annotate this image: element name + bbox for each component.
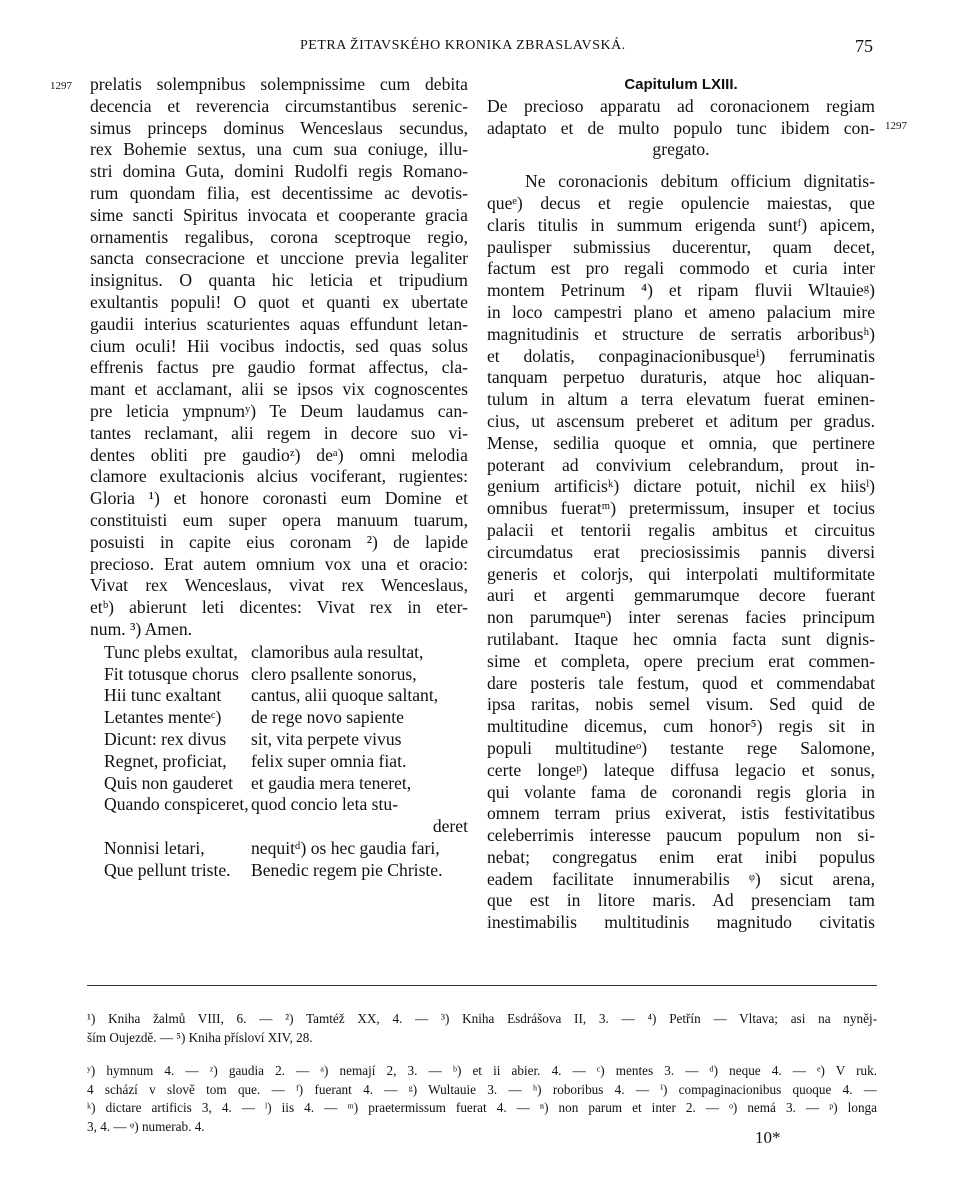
verse-second-half: clero psallente sonorus, [251,663,417,684]
text-line: multitudine dicemus, cum honor⁵) regis sit in [487,716,875,737]
verse-line [90,707,468,729]
footnotes-variants [87,1062,877,1136]
verse-line [90,685,468,707]
text-line: queᵉ) decus et regie opulencie maiestas, que [487,192,875,213]
footnotes-sources [87,1010,877,1047]
verse-second-half: nequitᵈ) os hec gaudia fari, [251,837,440,858]
text-line: rex Bohemie sextus, una cum sua coniuge, illu- [90,139,468,160]
text-line: claris titulis in summum erigenda suntᶠ) apicem, [487,214,875,235]
text-line: dare posteris tale festum, quod et commendabat [487,672,875,693]
text-line: insignitus. O quanta hic leticia et tripudium [90,270,468,291]
text-line: certe longeᵖ) lateque diffusa legacio et sonus, [487,759,875,780]
verse-first-half: Que pellunt triste. [104,859,231,880]
verse-line [90,773,468,795]
chapter-heading: Capitulum LXIII. [624,76,738,93]
margin-year-right: 1297 [885,120,907,132]
text-line: non parumqueⁿ) inter serenas facies principum [487,607,875,628]
verse-first-half: Letantes menteᶜ) [104,707,222,728]
verse-second-half: Benedic regem pie Christe. [251,859,443,880]
text-line: dentes obliti pre gaudioᶻ) deᵃ) omni melodia [90,444,468,465]
verse-runover: deret [432,816,468,837]
text-line: Ne coronacionis debitum officium dignitatis- [525,171,875,192]
text-line: sancta consecracione et unccione previa legaliter [90,248,468,269]
text-line: inestimabilis multitudinis magnitudo civitatis [487,912,875,933]
text-line: poterant ad convivium celebrandum, prout in- [487,454,875,475]
margin-year-left: 1297 [50,80,72,92]
text-line: decencia et reverencia circumstantibus sereniс- [90,95,468,116]
text-line: tantes reclamant, alii regem in decore suo vi- [90,422,468,443]
text-line: ornamentis regalibus, corona sceptroque regio, [90,226,468,247]
text-line: omnibus fueratᵐ) pretermissum, insuper et tocius [487,498,875,519]
text-line: celeberrimis interesse paucum populum non si- [487,825,875,846]
verse-second-half: cantus, alii quoque saltant, [251,685,439,706]
right-column [487,74,875,934]
text-line: generis et colorjs, qui interpolati multiformitate [487,563,875,584]
verse-second-half: felix super omnia fiat. [251,750,407,771]
text-line: prelatis solempnibus solempnissime cum debita [90,74,468,94]
verse-line [90,794,468,816]
verse-second-half: sit, vita perpete vivus [251,728,402,749]
verse-first-half: Fit totusque chorus [104,663,239,684]
text-line: eadem facilitate innumerabilis ᵠ) sicut arena, [487,868,875,889]
chapter-subtitle-line: gregato. [652,139,710,160]
verse-second-half: et gaudia mera teneret, [251,772,412,793]
text-line: tulum in altum a terra elevatum fuerat eminen- [487,389,875,410]
text-line: et dolatis, conpaginacionibusqueⁱ) ferruminatis [487,345,875,366]
verse-line [90,729,468,751]
text-line: sime sancti Spiritus invocata et cooperante gracia [90,204,468,225]
verse-first-half: Quando conspiceret, [104,794,249,815]
text-line: stri domina Guta, domini Rudolfi regis Romano- [90,161,468,182]
verse-line [90,860,468,882]
footnote-line: ᵏ) dictare artificis 3, 4. — ˡ) iis 4. — ᵐ) praetermissum fuerat 4. — ⁿ) non parum et inter 2. — ᵒ) nemá 3. — ᵖ) longa [87,1100,877,1115]
text-line: mant et acclamant, alii se ipsos vix cognoscentes [90,379,468,400]
text-line: Gloria ¹) et honore coronasti eum Domine et [90,488,468,509]
text-line: sime et completa, opere precium erat commen- [487,650,875,671]
verse-first-half: Tunc plebs exultat, [104,641,238,662]
chapter-subtitle-line: De precioso apparatu ad coronacionem regiam [487,95,875,116]
verse-first-half: Regnet, proficiat, [104,750,227,771]
running-title: PETRA ŽITAVSKÉHO KRONIKA ZBRASLAVSKÁ. [300,38,626,53]
text-line: paulisper submissius ducerentur, quam decet, [487,236,875,257]
text-line: num. ³) Amen. [90,618,193,639]
left-column [90,74,468,881]
verse-second-half: clamoribus aula resultat, [251,641,424,662]
verse-first-half: Quis non gauderet [104,772,233,793]
verse-first-half: Hii tunc exaltant [104,685,222,706]
text-line: cius, ut ascensum preberet et aditum per gradus. [487,410,875,431]
footnote-rule [87,985,877,986]
verse-second-half: de rege novo sapiente [251,707,404,728]
text-line: gaudii interius scaturientes aquas effundunt letan- [90,313,468,334]
text-line: circumdatus erat preciosissimis pannis diversi [487,541,875,562]
verse-line [90,642,468,664]
verse-second-half: quod concio leta stu- [251,794,399,815]
verse-block [90,642,468,882]
text-line: magnitudinis et structure de serratis arboribusʰ) [487,323,875,344]
verse-first-half: Nonnisi letari, [104,837,205,858]
text-line: omnem terram prius exiverat, istis festivitatibus [487,803,875,824]
text-line: pre leticia ympnumʸ) Te Deum laudamus can- [90,400,468,421]
text-line: qui volante fama de coronandi regis gloria in [487,781,875,802]
text-line: effrenis factus pre gaudio format affectus, cla- [90,357,468,378]
verse-line [90,664,468,686]
footnote-line: ʸ) hymnum 4. — ᶻ) gaudia 2. — ᵃ) nemají 2, 3. — ᵇ) et ii abier. 4. — ᶜ) mentes 3. — ᵈ) neque 4. — ᵉ) V ruk. [87,1063,877,1078]
text-line: precioso. Erat autem omnium vox una et oracio: [90,553,468,574]
text-line: simus princeps dominus Wenceslaus secundus, [90,117,468,138]
text-line: populi multitudineᵒ) testante rege Salomone, [487,737,875,758]
verse-first-half: Dicunt: rex divus [104,728,227,749]
text-line: in loco campestri plano et ameno palacium mire [487,301,875,322]
verse-line [90,816,468,838]
text-line: rutilabant. Itaque hec omnia facta sunt dignis- [487,628,875,649]
footnote-line: ¹) Kniha žalmů VIII, 6. — ²) Tamtéž XX, 4. — ³) Kniha Esdrášova II, 3. — ⁴) Petřín — Vltava; asi na nyněj- [87,1011,877,1026]
verse-line [90,751,468,773]
verse-line [90,838,468,860]
text-line: palacii et tentorii regalis ambitus et circuitus [487,519,875,540]
text-line: genium artificisᵏ) dictare potuit, nichil ex hiisˡ) [487,476,875,497]
text-line: auri et argenti gemmarumque decore fuerant [487,585,875,606]
text-line: etᵇ) abierunt leti dicentes: Vivat rex in eter- [90,597,468,618]
footnote-line: 3, 4. — ᵠ) numerab. 4. [87,1118,205,1134]
text-line: nebat; congregatus enim erat inibi populus [487,846,875,867]
page-number: 75 [855,36,873,56]
text-line: posuisti in capite eius coronam ²) de lapide [90,531,468,552]
text-line: ipsa raritas, nobis semel visum. Sed quid de [487,694,875,715]
text-line: que est in litore maris. Ad presenciam tam [487,890,875,911]
text-line: Mense, sedilia quoque et omnia, que pertinere [487,432,875,453]
text-line: tanquam perpetuo duraturis, atque hoc aliquan- [487,367,875,388]
text-line: factum est pro regali commodo et curia inter [487,258,875,279]
chapter-subtitle-line: adaptato et de multo populo tunc ibidem con- [487,117,875,138]
footnote-line: ším Oujezdě. — ⁵) Kniha přísloví XIV, 28. [87,1029,313,1045]
footnote-line: 4 schází v slově tom que. — ᶠ) fuerant 4. — ᵍ) Wultauie 3. — ʰ) roboribus 4. — ⁱ) compaginacionibus quoque 4. — [87,1081,877,1097]
text-line: exultantis populi! O quot et quanti ex ubertate [90,291,468,312]
text-line: montem Petrinum ⁴) et ripam fluvii Wltauieᵍ) [487,280,875,301]
signature-mark: 10* [755,1128,781,1147]
text-line: Vivat rex Wenceslaus, vivat rex Wenceslaus, [90,575,468,596]
text-line: cium oculi! Hii vocibus indoctis, sed quas solus [90,335,468,356]
text-line: rum quondam filia, est decentissime ac devotis- [90,182,468,203]
text-line: clamore exultacionis alcius vociferant, rugientes: [90,466,468,487]
text-line: constituisti eum super opera manuum tuarum, [90,509,468,530]
